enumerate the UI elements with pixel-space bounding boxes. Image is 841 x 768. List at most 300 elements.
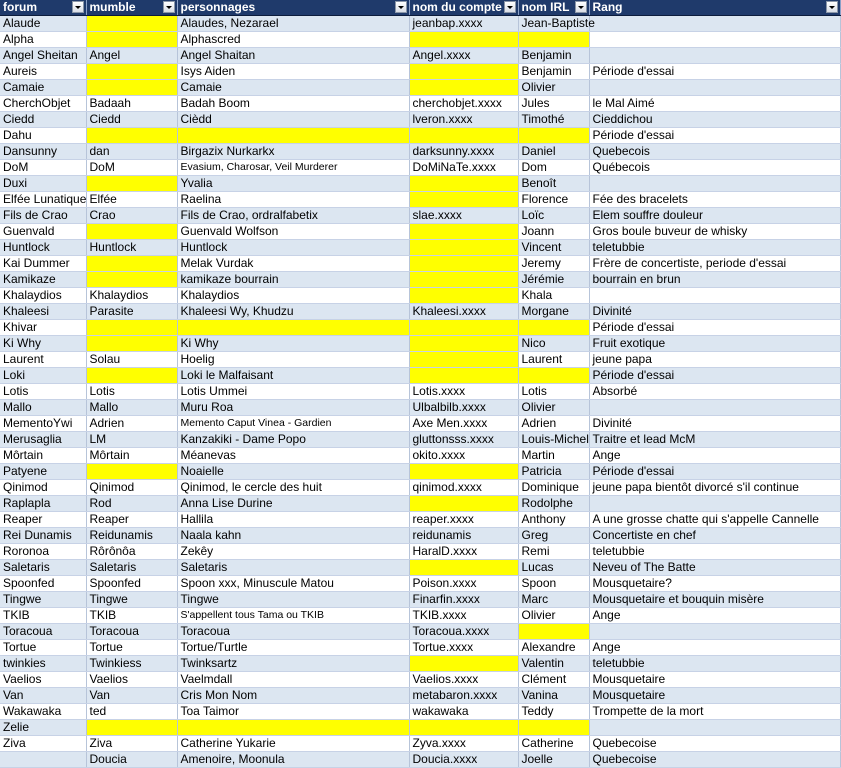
cell-rang[interactable] xyxy=(589,288,840,304)
cell-nom-irl[interactable]: Lucas xyxy=(518,560,589,576)
cell-rang[interactable] xyxy=(589,624,840,640)
cell-nom-irl[interactable]: Patricia xyxy=(518,464,589,480)
cell-forum[interactable]: MementoYwi xyxy=(0,416,86,432)
cell-personnages[interactable]: Toracoua xyxy=(177,624,409,640)
cell-mumble[interactable]: Rôrônôa xyxy=(86,544,177,560)
cell-mumble[interactable]: dan xyxy=(86,144,177,160)
cell-forum[interactable]: Qinimod xyxy=(0,480,86,496)
cell-personnages[interactable]: Melak Vurdak xyxy=(177,256,409,272)
cell-forum[interactable]: Elfée Lunatique xyxy=(0,192,86,208)
cell-mumble[interactable] xyxy=(86,80,177,96)
cell-personnages[interactable]: Loki le Malfaisant xyxy=(177,368,409,384)
cell-nom-du-compte[interactable]: jeanbap.xxxx xyxy=(409,16,518,32)
cell-forum[interactable]: Khivar xyxy=(0,320,86,336)
cell-nom-irl[interactable] xyxy=(518,128,589,144)
table-row xyxy=(0,704,840,720)
cell-rang[interactable] xyxy=(589,400,840,416)
cell-rang[interactable]: teletubbie xyxy=(589,240,840,256)
cell-personnages[interactable]: Memento Caput Vinea - Gardien xyxy=(177,416,409,432)
cell-rang[interactable]: Concertiste en chef xyxy=(589,528,840,544)
cell-nom-du-compte[interactable]: slae.xxxx xyxy=(409,208,518,224)
cell-mumble[interactable] xyxy=(86,720,177,736)
cell-nom-irl[interactable]: Benjamin xyxy=(518,64,589,80)
cell-forum[interactable]: DoM xyxy=(0,160,86,176)
cell-nom-irl[interactable]: Olivier xyxy=(518,608,589,624)
cell-personnages[interactable]: Vaelmdall xyxy=(177,672,409,688)
cell-mumble[interactable]: Crao xyxy=(86,208,177,224)
cell-mumble[interactable]: TKIB xyxy=(86,608,177,624)
cell-nom-du-compte[interactable] xyxy=(409,496,518,512)
cell-personnages[interactable]: Huntlock xyxy=(177,240,409,256)
cell-personnages[interactable] xyxy=(177,720,409,736)
cell-nom-irl[interactable]: Vanina xyxy=(518,688,589,704)
cell-rang[interactable]: Période d'essai xyxy=(589,128,840,144)
cell-personnages[interactable]: Qinimod, le cercle des huit xyxy=(177,480,409,496)
cell-rang[interactable] xyxy=(589,32,840,48)
cell-nom-du-compte[interactable] xyxy=(409,464,518,480)
cell-mumble[interactable]: Lotis xyxy=(86,384,177,400)
cell-nom-du-compte[interactable]: Angel.xxxx xyxy=(409,48,518,64)
cell-nom-du-compte[interactable]: qinimod.xxxx xyxy=(409,480,518,496)
cell-rang[interactable]: Période d'essai xyxy=(589,368,840,384)
cell-mumble[interactable] xyxy=(86,128,177,144)
cell-nom-du-compte[interactable] xyxy=(409,64,518,80)
cell-nom-irl[interactable] xyxy=(518,32,589,48)
cell-forum[interactable]: Rei Dunamis xyxy=(0,528,86,544)
cell-nom-irl[interactable]: Adrien xyxy=(518,416,589,432)
cell-nom-irl[interactable]: Remi xyxy=(518,544,589,560)
cell-forum[interactable]: Merusaglia xyxy=(0,432,86,448)
cell-nom-du-compte[interactable]: Tortue.xxxx xyxy=(409,640,518,656)
cell-nom-irl[interactable]: Anthony xyxy=(518,512,589,528)
cell-mumble[interactable]: DoM xyxy=(86,160,177,176)
cell-forum[interactable]: Fils de Crao xyxy=(0,208,86,224)
cell-nom-irl[interactable]: Olivier xyxy=(518,400,589,416)
cell-mumble[interactable]: Vaelios xyxy=(86,672,177,688)
cell-nom-irl[interactable]: Morgane xyxy=(518,304,589,320)
cell-nom-irl[interactable]: Timothé xyxy=(518,112,589,128)
cell-rang[interactable] xyxy=(589,80,840,96)
cell-nom-du-compte[interactable] xyxy=(409,336,518,352)
cell-forum[interactable]: Kamikaze xyxy=(0,272,86,288)
column-header-rang[interactable] xyxy=(589,0,840,16)
cell-forum[interactable] xyxy=(0,752,86,768)
cell-nom-irl[interactable]: Loïc xyxy=(518,208,589,224)
column-header-nom-irl[interactable] xyxy=(518,0,589,16)
cell-nom-du-compte[interactable]: reidunamis xyxy=(409,528,518,544)
cell-rang[interactable]: Trompette de la mort xyxy=(589,704,840,720)
filter-dropdown-icon[interactable] xyxy=(826,1,838,13)
header-row xyxy=(0,0,840,16)
cell-mumble[interactable] xyxy=(86,176,177,192)
cell-nom-irl[interactable]: Khala xyxy=(518,288,589,304)
cell-nom-irl[interactable]: Jérémie xyxy=(518,272,589,288)
cell-personnages[interactable]: Catherine Yukarie xyxy=(177,736,409,752)
cell-nom-irl[interactable]: Rodolphe xyxy=(518,496,589,512)
cell-mumble[interactable]: Saletaris xyxy=(86,560,177,576)
cell-personnages[interactable]: Badah Boom xyxy=(177,96,409,112)
cell-nom-irl[interactable]: Nico xyxy=(518,336,589,352)
cell-nom-du-compte[interactable]: gluttonsss.xxxx xyxy=(409,432,518,448)
cell-personnages[interactable]: Birgazix Nurkarkx xyxy=(177,144,409,160)
cell-nom-irl[interactable]: Jean-Baptiste xyxy=(518,16,589,32)
cell-personnages[interactable]: Hallila xyxy=(177,512,409,528)
filter-dropdown-icon[interactable] xyxy=(395,1,407,13)
cell-nom-du-compte[interactable]: Vaelios.xxxx xyxy=(409,672,518,688)
cell-mumble[interactable] xyxy=(86,16,177,32)
filter-dropdown-icon[interactable] xyxy=(163,1,175,13)
cell-forum[interactable]: Dahu xyxy=(0,128,86,144)
cell-nom-irl[interactable]: Valentin xyxy=(518,656,589,672)
cell-nom-irl[interactable] xyxy=(518,368,589,384)
cell-nom-du-compte[interactable] xyxy=(409,32,518,48)
cell-nom-irl[interactable]: Lotis xyxy=(518,384,589,400)
cell-mumble[interactable]: Tortue xyxy=(86,640,177,656)
cell-forum[interactable]: Patyene xyxy=(0,464,86,480)
cell-mumble[interactable] xyxy=(86,320,177,336)
cell-forum[interactable]: Môrtain xyxy=(0,448,86,464)
cell-rang[interactable]: Divinité xyxy=(589,304,840,320)
cell-nom-du-compte[interactable]: Lotis.xxxx xyxy=(409,384,518,400)
table-row xyxy=(0,80,840,96)
cell-rang[interactable]: Cieddichou xyxy=(589,112,840,128)
cell-rang[interactable]: Période d'essai xyxy=(589,64,840,80)
cell-rang[interactable] xyxy=(589,16,840,32)
cell-forum[interactable]: Raplapla xyxy=(0,496,86,512)
cell-nom-du-compte[interactable] xyxy=(409,192,518,208)
cell-personnages[interactable]: Evasium, Charosar, Veil Murderer xyxy=(177,160,409,176)
cell-nom-irl[interactable]: Joelle xyxy=(518,752,589,768)
cell-rang[interactable]: Ange xyxy=(589,608,840,624)
cell-personnages[interactable]: Yvalia xyxy=(177,176,409,192)
cell-mumble[interactable]: Spoonfed xyxy=(86,576,177,592)
cell-nom-du-compte[interactable] xyxy=(409,256,518,272)
column-header-nom-du-compte[interactable] xyxy=(409,0,518,16)
cell-forum[interactable]: Saletaris xyxy=(0,560,86,576)
cell-forum[interactable]: TKIB xyxy=(0,608,86,624)
cell-personnages[interactable]: Alphascred xyxy=(177,32,409,48)
cell-mumble[interactable]: Huntlock xyxy=(86,240,177,256)
cell-nom-irl[interactable]: Olivier xyxy=(518,80,589,96)
cell-nom-du-compte[interactable] xyxy=(409,240,518,256)
cell-nom-du-compte[interactable]: okito.xxxx xyxy=(409,448,518,464)
cell-forum[interactable]: Ziva xyxy=(0,736,86,752)
cell-nom-irl[interactable]: Daniel xyxy=(518,144,589,160)
cell-forum[interactable]: Van xyxy=(0,688,86,704)
cell-personnages[interactable]: Amenoire, Moonula xyxy=(177,752,409,768)
cell-rang[interactable]: teletubbie xyxy=(589,656,840,672)
cell-forum[interactable]: Aureis xyxy=(0,64,86,80)
cell-forum[interactable]: twinkies xyxy=(0,656,86,672)
cell-rang[interactable]: Absorbé xyxy=(589,384,840,400)
cell-rang[interactable]: Période d'essai xyxy=(589,464,840,480)
cell-personnages[interactable]: Hoelig xyxy=(177,352,409,368)
cell-personnages[interactable]: Khalaydios xyxy=(177,288,409,304)
cell-nom-du-compte[interactable]: lveron.xxxx xyxy=(409,112,518,128)
cell-personnages[interactable]: Camaie xyxy=(177,80,409,96)
cell-personnages[interactable]: Raelina xyxy=(177,192,409,208)
cell-rang[interactable] xyxy=(589,48,840,64)
cell-nom-irl[interactable]: Dominique xyxy=(518,480,589,496)
cell-forum[interactable]: Ki Why xyxy=(0,336,86,352)
cell-nom-du-compte[interactable]: Axe Men.xxxx xyxy=(409,416,518,432)
cell-personnages[interactable]: Muru Roa xyxy=(177,400,409,416)
cell-nom-irl[interactable]: Teddy xyxy=(518,704,589,720)
cell-personnages[interactable]: Noaielle xyxy=(177,464,409,480)
cell-nom-irl[interactable]: Greg xyxy=(518,528,589,544)
cell-nom-du-compte[interactable] xyxy=(409,128,518,144)
cell-rang[interactable] xyxy=(589,496,840,512)
cell-forum[interactable]: Zelie xyxy=(0,720,86,736)
cell-nom-irl[interactable]: Benoît xyxy=(518,176,589,192)
cell-nom-irl[interactable]: Jules xyxy=(518,96,589,112)
cell-nom-du-compte[interactable] xyxy=(409,272,518,288)
cell-nom-du-compte[interactable]: metabaron.xxxx xyxy=(409,688,518,704)
cell-rang[interactable]: Mousquetaire et bouquin misère xyxy=(589,592,840,608)
cell-rang[interactable] xyxy=(589,720,840,736)
cell-mumble[interactable]: Elfée xyxy=(86,192,177,208)
cell-forum[interactable]: Alaude xyxy=(0,16,86,32)
cell-nom-irl[interactable] xyxy=(518,320,589,336)
cell-forum[interactable]: Loki xyxy=(0,368,86,384)
cell-nom-irl[interactable]: Florence xyxy=(518,192,589,208)
cell-nom-irl[interactable] xyxy=(518,720,589,736)
column-header-forum[interactable] xyxy=(0,0,86,16)
cell-mumble[interactable] xyxy=(86,256,177,272)
cell-mumble[interactable]: Ciedd xyxy=(86,112,177,128)
cell-personnages[interactable]: Tingwe xyxy=(177,592,409,608)
cell-personnages[interactable]: Khaleesi Wy, Khudzu xyxy=(177,304,409,320)
filter-dropdown-icon[interactable] xyxy=(72,1,84,13)
table-row xyxy=(0,352,840,368)
cell-personnages[interactable]: Naala kahn xyxy=(177,528,409,544)
cell-mumble[interactable] xyxy=(86,224,177,240)
cell-mumble[interactable]: Doucia xyxy=(86,752,177,768)
cell-mumble[interactable]: ted xyxy=(86,704,177,720)
cell-personnages[interactable]: Cris Mon Nom xyxy=(177,688,409,704)
cell-rang[interactable]: Fruit exotique xyxy=(589,336,840,352)
cell-nom-irl[interactable]: Laurent xyxy=(518,352,589,368)
cell-forum[interactable]: Khaleesi xyxy=(0,304,86,320)
cell-forum[interactable]: Camaie xyxy=(0,80,86,96)
cell-personnages[interactable]: Twinksartz xyxy=(177,656,409,672)
cell-rang[interactable]: Ange xyxy=(589,640,840,656)
cell-personnages[interactable]: kamikaze bourrain xyxy=(177,272,409,288)
cell-forum[interactable]: Dansunny xyxy=(0,144,86,160)
cell-mumble[interactable]: Rod xyxy=(86,496,177,512)
cell-rang[interactable]: A une grosse chatte qui s'appelle Cannelle xyxy=(589,512,840,528)
cell-nom-du-compte[interactable] xyxy=(409,80,518,96)
filter-dropdown-icon[interactable] xyxy=(575,1,587,13)
cell-nom-irl[interactable]: Marc xyxy=(518,592,589,608)
cell-mumble[interactable]: Angel xyxy=(86,48,177,64)
cell-personnages[interactable]: Spoon xxx, Minuscule Matou xyxy=(177,576,409,592)
cell-rang[interactable]: Mousquetaire? xyxy=(589,576,840,592)
cell-mumble[interactable] xyxy=(86,32,177,48)
cell-nom-du-compte[interactable]: Doucia.xxxx xyxy=(409,752,518,768)
cell-forum[interactable]: Guenvald xyxy=(0,224,86,240)
cell-nom-irl[interactable]: Louis-Michel xyxy=(518,432,589,448)
cell-rang[interactable]: Divinité xyxy=(589,416,840,432)
cell-nom-irl[interactable]: Spoon xyxy=(518,576,589,592)
cell-rang[interactable]: le Mal Aimé xyxy=(589,96,840,112)
cell-forum[interactable]: Laurent xyxy=(0,352,86,368)
cell-personnages[interactable]: Guenvald Wolfson xyxy=(177,224,409,240)
cell-mumble[interactable]: Qinimod xyxy=(86,480,177,496)
cell-nom-irl[interactable]: Dom xyxy=(518,160,589,176)
cell-forum[interactable]: Lotis xyxy=(0,384,86,400)
cell-forum[interactable]: Toracoua xyxy=(0,624,86,640)
cell-personnages[interactable]: Alaudes, Nezarael xyxy=(177,16,409,32)
cell-rang[interactable]: Mousquetaire xyxy=(589,688,840,704)
cell-nom-du-compte[interactable] xyxy=(409,560,518,576)
cell-rang[interactable]: Gros boule buveur de whisky xyxy=(589,224,840,240)
cell-nom-du-compte[interactable] xyxy=(409,720,518,736)
cell-rang[interactable]: Québecois xyxy=(589,160,840,176)
cell-mumble[interactable]: Solau xyxy=(86,352,177,368)
cell-forum[interactable]: Khalaydios xyxy=(0,288,86,304)
cell-nom-du-compte[interactable]: wakawaka xyxy=(409,704,518,720)
cell-personnages[interactable]: Fils de Crao, ordralfabetix xyxy=(177,208,409,224)
column-header-personnages[interactable] xyxy=(177,0,409,16)
cell-rang[interactable]: Ange xyxy=(589,448,840,464)
cell-nom-du-compte[interactable] xyxy=(409,176,518,192)
cell-nom-du-compte[interactable]: Poison.xxxx xyxy=(409,576,518,592)
cell-nom-irl[interactable]: Vincent xyxy=(518,240,589,256)
cell-mumble[interactable] xyxy=(86,272,177,288)
cell-nom-irl[interactable]: Clément xyxy=(518,672,589,688)
cell-forum[interactable]: Wakawaka xyxy=(0,704,86,720)
cell-rang[interactable]: Neveu of The Batte xyxy=(589,560,840,576)
cell-nom-du-compte[interactable]: darksunny.xxxx xyxy=(409,144,518,160)
cell-personnages[interactable]: Cièdd xyxy=(177,112,409,128)
cell-nom-irl[interactable]: Benjamin xyxy=(518,48,589,64)
cell-personnages[interactable]: Saletaris xyxy=(177,560,409,576)
filter-dropdown-icon[interactable] xyxy=(504,1,516,13)
cell-mumble[interactable]: Toracoua xyxy=(86,624,177,640)
cell-rang[interactable]: jeune papa xyxy=(589,352,840,368)
cell-forum[interactable]: Reaper xyxy=(0,512,86,528)
cell-rang[interactable] xyxy=(589,176,840,192)
cell-forum[interactable]: CherchObjet xyxy=(0,96,86,112)
cell-forum[interactable]: Spoonfed xyxy=(0,576,86,592)
cell-mumble[interactable]: Môrtain xyxy=(86,448,177,464)
cell-rang[interactable]: Traitre et lead McM xyxy=(589,432,840,448)
cell-forum[interactable]: Kai Dummer xyxy=(0,256,86,272)
cell-personnages[interactable]: Toa Taimor xyxy=(177,704,409,720)
cell-personnages[interactable] xyxy=(177,128,409,144)
cell-mumble[interactable]: Khalaydios xyxy=(86,288,177,304)
cell-nom-du-compte[interactable]: DoMiNaTe.xxxx xyxy=(409,160,518,176)
table-row xyxy=(0,608,840,624)
cell-nom-du-compte[interactable] xyxy=(409,656,518,672)
cell-mumble[interactable] xyxy=(86,336,177,352)
cell-nom-du-compte[interactable] xyxy=(409,224,518,240)
cell-nom-du-compte[interactable]: Finarfin.xxxx xyxy=(409,592,518,608)
cell-nom-du-compte[interactable]: Ulbalbilb.xxxx xyxy=(409,400,518,416)
table-row xyxy=(0,656,840,672)
cell-personnages[interactable]: Zekêy xyxy=(177,544,409,560)
cell-forum[interactable]: Tortue xyxy=(0,640,86,656)
cell-mumble[interactable]: Adrien xyxy=(86,416,177,432)
cell-nom-du-compte[interactable] xyxy=(409,368,518,384)
cell-nom-du-compte[interactable]: reaper.xxxx xyxy=(409,512,518,528)
cell-nom-du-compte[interactable]: HaralD.xxxx xyxy=(409,544,518,560)
cell-mumble[interactable] xyxy=(86,64,177,80)
cell-forum[interactable]: Huntlock xyxy=(0,240,86,256)
cell-rang[interactable]: Période d'essai xyxy=(589,320,840,336)
cell-mumble[interactable]: Parasite xyxy=(86,304,177,320)
cell-mumble[interactable]: Van xyxy=(86,688,177,704)
cell-nom-du-compte[interactable]: Toracoua.xxxx xyxy=(409,624,518,640)
cell-nom-du-compte[interactable]: Khaleesi.xxxx xyxy=(409,304,518,320)
cell-mumble[interactable]: Ziva xyxy=(86,736,177,752)
cell-forum[interactable]: Vaelios xyxy=(0,672,86,688)
cell-rang[interactable]: Quebecois xyxy=(589,144,840,160)
cell-forum[interactable]: Roronoa xyxy=(0,544,86,560)
cell-forum[interactable]: Angel Sheitan xyxy=(0,48,86,64)
cell-rang[interactable]: jeune papa bientôt divorcé s'il continue xyxy=(589,480,840,496)
cell-rang[interactable]: Quebecoise xyxy=(589,736,840,752)
cell-nom-irl[interactable]: Jeremy xyxy=(518,256,589,272)
cell-nom-irl[interactable]: Joann xyxy=(518,224,589,240)
cell-mumble[interactable]: Reidunamis xyxy=(86,528,177,544)
cell-nom-irl[interactable]: Martin xyxy=(518,448,589,464)
cell-forum[interactable]: Alpha xyxy=(0,32,86,48)
cell-personnages[interactable]: Isys Aiden xyxy=(177,64,409,80)
cell-forum[interactable]: Mallo xyxy=(0,400,86,416)
cell-personnages[interactable]: Ki Why xyxy=(177,336,409,352)
cell-mumble[interactable]: Tingwe xyxy=(86,592,177,608)
cell-forum[interactable]: Ciedd xyxy=(0,112,86,128)
cell-forum[interactable]: Duxi xyxy=(0,176,86,192)
cell-rang[interactable]: Frère de concertiste, periode d'essai xyxy=(589,256,840,272)
cell-personnages[interactable]: Lotis Ummei xyxy=(177,384,409,400)
cell-mumble[interactable] xyxy=(86,464,177,480)
cell-rang[interactable]: Quebecoise xyxy=(589,752,840,768)
cell-personnages[interactable]: Tortue/Turtle xyxy=(177,640,409,656)
cell-nom-irl[interactable] xyxy=(518,624,589,640)
cell-nom-irl[interactable]: Alexandre xyxy=(518,640,589,656)
cell-nom-du-compte[interactable] xyxy=(409,288,518,304)
cell-mumble[interactable] xyxy=(86,368,177,384)
cell-mumble[interactable]: Twinkiess xyxy=(86,656,177,672)
cell-personnages[interactable]: Kanzakiki - Dame Popo xyxy=(177,432,409,448)
cell-nom-du-compte[interactable] xyxy=(409,352,518,368)
column-header-mumble[interactable] xyxy=(86,0,177,16)
cell-rang[interactable]: Elem souffre douleur xyxy=(589,208,840,224)
cell-rang[interactable]: teletubbie xyxy=(589,544,840,560)
cell-rang[interactable]: Mousquetaire xyxy=(589,672,840,688)
cell-nom-du-compte[interactable]: cherchobjet.xxxx xyxy=(409,96,518,112)
cell-rang[interactable]: Fée des bracelets xyxy=(589,192,840,208)
cell-mumble[interactable]: Reaper xyxy=(86,512,177,528)
cell-personnages[interactable]: Angel Shaitan xyxy=(177,48,409,64)
cell-nom-du-compte[interactable] xyxy=(409,320,518,336)
cell-nom-du-compte[interactable]: TKIB.xxxx xyxy=(409,608,518,624)
cell-mumble[interactable]: Mallo xyxy=(86,400,177,416)
cell-personnages[interactable]: Anna Lise Durine xyxy=(177,496,409,512)
cell-rang[interactable]: bourrain en brun xyxy=(589,272,840,288)
cell-forum[interactable]: Tingwe xyxy=(0,592,86,608)
cell-nom-irl[interactable]: Catherine xyxy=(518,736,589,752)
cell-mumble[interactable]: Badaah xyxy=(86,96,177,112)
cell-personnages[interactable]: Méanevas xyxy=(177,448,409,464)
cell-personnages[interactable] xyxy=(177,320,409,336)
cell-mumble[interactable]: LM xyxy=(86,432,177,448)
cell-personnages[interactable]: S'appellent tous Tama ou TKIB xyxy=(177,608,409,624)
cell-nom-du-compte[interactable]: Zyva.xxxx xyxy=(409,736,518,752)
